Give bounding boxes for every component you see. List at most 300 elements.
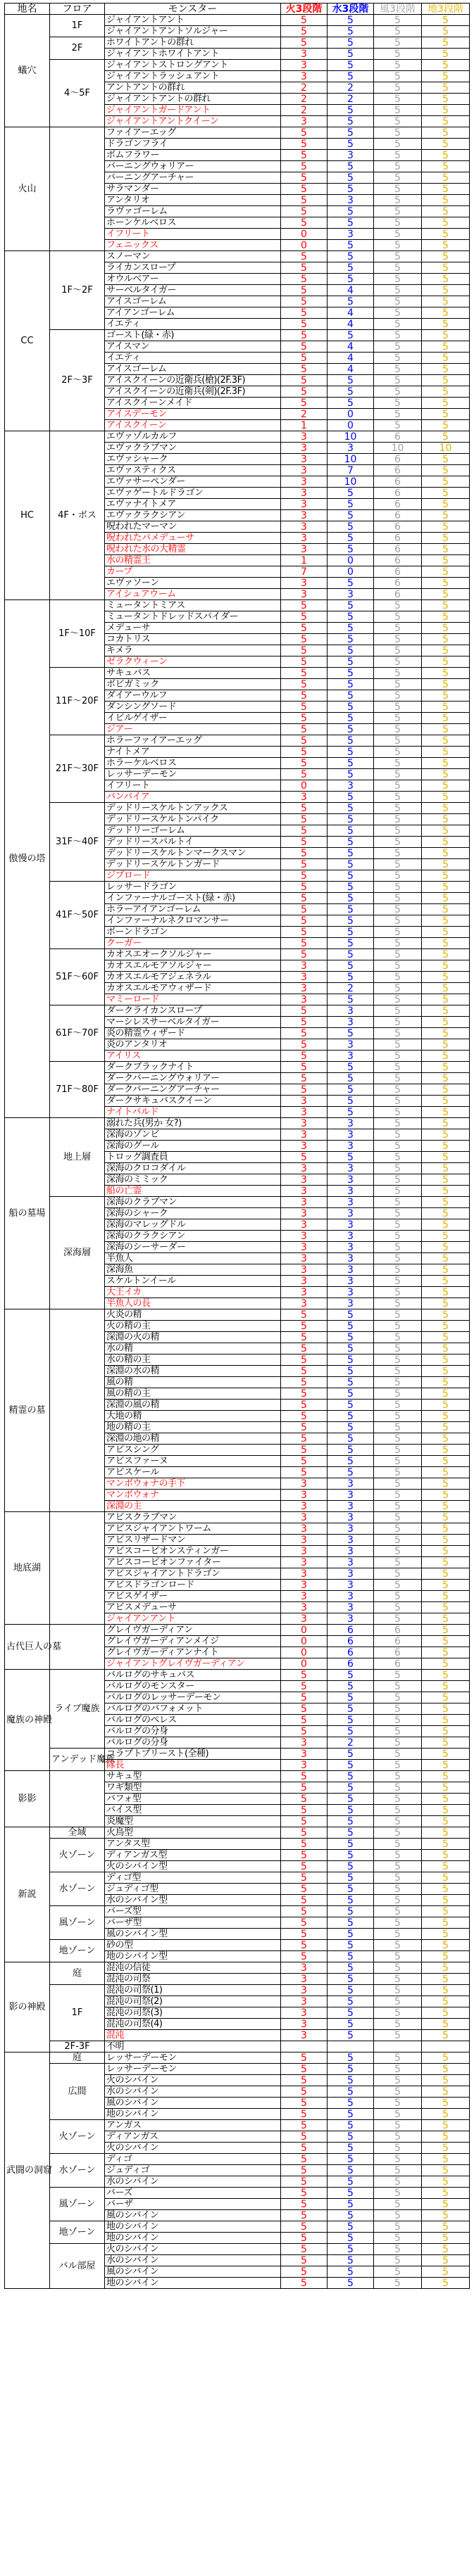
fire-value: 5 xyxy=(281,2199,328,2210)
fire-value: 5 xyxy=(281,656,328,668)
fire-value: 5 xyxy=(281,2143,328,2154)
water-value: 5 xyxy=(328,938,374,949)
monster-name: 深海のマレッグドル xyxy=(105,1219,281,1231)
water-value: 3 xyxy=(328,1208,374,1219)
wind-value: 6 xyxy=(374,1647,422,1658)
earth-value: 5 xyxy=(422,1186,470,1197)
wind-value: 5 xyxy=(374,2131,422,2143)
wind-value: 5 xyxy=(374,2188,422,2199)
water-value: 5 xyxy=(328,184,374,195)
wind-value: 5 xyxy=(374,1602,422,1613)
fire-value: 5 xyxy=(281,2176,328,2188)
table-row xyxy=(5,431,470,443)
monster-name: 水の精 xyxy=(105,1343,281,1354)
earth-value: 5 xyxy=(422,1400,470,1411)
fire-value: 3 xyxy=(281,1546,328,1557)
water-value: 0 xyxy=(328,420,374,431)
water-value: 5 xyxy=(328,2233,374,2244)
earth-value: 5 xyxy=(422,2165,470,2176)
earth-value: 5 xyxy=(422,465,470,476)
monster-name: カオスエオークソルジャー xyxy=(105,949,281,960)
earth-value: 5 xyxy=(422,544,470,555)
wind-value: 5 xyxy=(374,1681,422,1692)
earth-value: 5 xyxy=(422,1354,470,1366)
table-row xyxy=(5,882,470,893)
monster-name: マミーロード xyxy=(105,994,281,1005)
earth-value: 5 xyxy=(422,386,470,398)
fire-value: 5 xyxy=(281,1005,328,1017)
fire-value: 3 xyxy=(281,1276,328,1287)
monster-name: バルログのペレス xyxy=(105,1715,281,1726)
water-value: 3 xyxy=(328,1174,374,1186)
monster-name: バルログの分身 xyxy=(105,1737,281,1749)
monster-name: デッドリースケルトンガード xyxy=(105,859,281,870)
earth-value: 5 xyxy=(422,915,470,927)
monster-name: アントアントの群れ xyxy=(105,82,281,94)
wind-value: 5 xyxy=(374,2064,422,2075)
water-value: 5 xyxy=(328,499,374,510)
fire-value xyxy=(281,2041,328,2052)
earth-value: 5 xyxy=(422,307,470,319)
earth-value: 5 xyxy=(422,2120,470,2131)
earth-value: 5 xyxy=(422,398,470,409)
earth-value: 5 xyxy=(422,1152,470,1163)
earth-value: 5 xyxy=(422,60,470,71)
fire-value: 5 xyxy=(281,1940,328,1951)
monster-name: コカトリス xyxy=(105,634,281,645)
water-value: 5 xyxy=(328,1084,374,1096)
earth-value: 5 xyxy=(422,882,470,893)
water-value: 2 xyxy=(328,983,374,994)
water-value: 0 xyxy=(328,555,374,566)
fire-value: 5 xyxy=(281,713,328,724)
monster-name: アイスゴーレム xyxy=(105,296,281,307)
monster-name: メデューサ xyxy=(105,623,281,634)
water-value: 5 xyxy=(328,1028,374,1039)
water-value: 5 xyxy=(328,2120,374,2131)
area-cell: 火山 xyxy=(5,127,50,251)
table-row xyxy=(5,1512,470,1523)
monster-name: 地のシバイン xyxy=(105,2221,281,2233)
water-value: 3 xyxy=(328,1242,374,1253)
monster-name: 混沌 xyxy=(105,2030,281,2041)
wind-value: 5 xyxy=(374,2109,422,2120)
wind-value: 5 xyxy=(374,206,422,217)
wind-value: 5 xyxy=(374,1670,422,1681)
earth-value: 5 xyxy=(422,1276,470,1287)
fire-value: 3 xyxy=(281,1208,328,1219)
wind-value: 5 xyxy=(374,848,422,859)
water-value: 5 xyxy=(328,510,374,521)
earth-value: 5 xyxy=(422,454,470,465)
table-row xyxy=(5,2064,470,2075)
monster-name: ジュディゴ型 xyxy=(105,1884,281,1895)
earth-value: 5 xyxy=(422,1816,470,1827)
fire-value: 5 xyxy=(281,1377,328,1388)
water-value: 0 xyxy=(328,566,374,578)
wind-value: 5 xyxy=(374,2210,422,2221)
wind-value: 5 xyxy=(374,1017,422,1028)
water-value: 5 xyxy=(328,724,374,735)
water-value: 5 xyxy=(328,656,374,668)
wind-value: 5 xyxy=(374,2278,422,2289)
earth-value: 5 xyxy=(422,1366,470,1377)
wind-value: 5 xyxy=(374,2199,422,2210)
fire-value: 5 xyxy=(281,1084,328,1096)
fire-value: 3 xyxy=(281,1186,328,1197)
wind-value: 5 xyxy=(374,2255,422,2266)
fire-value: 5 xyxy=(281,1366,328,1377)
earth-value: 5 xyxy=(422,780,470,792)
earth-value: 5 xyxy=(422,2176,470,2188)
earth-value: 5 xyxy=(422,1749,470,1760)
fire-value: 5 xyxy=(281,1794,328,1805)
earth-value: 5 xyxy=(422,1411,470,1422)
monster-name: マーシレスサーベルタイガー xyxy=(105,1017,281,1028)
table-row xyxy=(5,1940,470,1951)
wind-value: 5 xyxy=(374,938,422,949)
wind-value: 6 xyxy=(374,454,422,465)
water-value: 3 xyxy=(328,1231,374,1242)
water-value: 4 xyxy=(328,353,374,364)
water-value: 5 xyxy=(328,2109,374,2120)
water-value: 5 xyxy=(328,859,374,870)
water-value: 5 xyxy=(328,915,374,927)
water-value: 5 xyxy=(328,1366,374,1377)
fire-value: 5 xyxy=(281,1861,328,1872)
monster-name: エヴァクラブマン xyxy=(105,443,281,454)
wind-value: 6 xyxy=(374,431,422,443)
monster-name: フェニックス xyxy=(105,240,281,251)
water-value: 5 xyxy=(328,2030,374,2041)
fire-value: 5 xyxy=(281,1388,328,1400)
earth-value: 5 xyxy=(422,341,470,353)
header-monster: モンスター xyxy=(105,4,281,15)
fire-value: 3 xyxy=(281,1557,328,1568)
header-fire: 火3段階 xyxy=(281,4,328,15)
wind-value: 5 xyxy=(374,1073,422,1084)
water-value: 5 xyxy=(328,1343,374,1354)
monster-name: キメラ xyxy=(105,645,281,656)
water-value: 3 xyxy=(328,1490,374,1501)
wind-value: 5 xyxy=(374,702,422,713)
earth-value: 5 xyxy=(422,611,470,623)
wind-value: 5 xyxy=(374,409,422,420)
wind-value: 5 xyxy=(374,780,422,792)
wind-value: 5 xyxy=(374,1782,422,1794)
monster-name: オウルベアー xyxy=(105,274,281,285)
monster-name: 火のシバイン xyxy=(105,2143,281,2154)
fire-value: 5 xyxy=(281,1782,328,1794)
fire-value: 5 xyxy=(281,262,328,274)
monster-name: 風のシバイン xyxy=(105,2098,281,2109)
wind-value: 5 xyxy=(374,1197,422,1208)
water-value: 5 xyxy=(328,2019,374,2030)
wind-value: 5 xyxy=(374,26,422,37)
water-value: 5 xyxy=(328,2188,374,2199)
monster-name: 深海のクロコダイル xyxy=(105,1163,281,1174)
fire-value: 3 xyxy=(281,994,328,1005)
earth-value: 5 xyxy=(422,1490,470,1501)
fire-value: 3 xyxy=(281,1129,328,1141)
water-value: 5 xyxy=(328,1062,374,1073)
monster-name: 深淵の風の精 xyxy=(105,1400,281,1411)
fire-value: 5 xyxy=(281,1884,328,1895)
fire-value: 5 xyxy=(281,938,328,949)
wind-value: 5 xyxy=(374,2143,422,2154)
monster-name: アビスファーヌ xyxy=(105,1456,281,1467)
water-value: 5 xyxy=(328,217,374,229)
earth-value: 5 xyxy=(422,566,470,578)
fire-value: 5 xyxy=(281,1051,328,1062)
floor-cell: 庭 xyxy=(50,1962,105,1985)
wind-value: 5 xyxy=(374,1827,422,1839)
earth-value: 5 xyxy=(422,904,470,915)
monster-name: 大王イカ xyxy=(105,1287,281,1298)
wind-value: 5 xyxy=(374,1850,422,1861)
water-value: 5 xyxy=(328,2098,374,2109)
fire-value: 3 xyxy=(281,488,328,499)
fire-value: 5 xyxy=(281,1411,328,1422)
monster-name: グレイヴガーディアンナイト xyxy=(105,1647,281,1658)
earth-value xyxy=(422,2041,470,2052)
water-value: 3 xyxy=(328,1051,374,1062)
wind-value: 5 xyxy=(374,668,422,679)
water-value: 5 xyxy=(328,2266,374,2278)
fire-value: 5 xyxy=(281,1400,328,1411)
water-value: 5 xyxy=(328,1096,374,1107)
fire-value: 0 xyxy=(281,780,328,792)
water-value: 5 xyxy=(328,702,374,713)
earth-value: 5 xyxy=(422,870,470,882)
fire-value: 3 xyxy=(281,1096,328,1107)
wind-value: 5 xyxy=(374,1974,422,1985)
water-value: 5 xyxy=(328,1951,374,1962)
wind-value xyxy=(374,2041,422,2052)
fire-value: 5 xyxy=(281,1321,328,1332)
earth-value: 5 xyxy=(422,116,470,127)
monster-name: デッドリースケルトンパイク xyxy=(105,814,281,825)
monster-name: サキュ型 xyxy=(105,1771,281,1782)
monster-name: ジアー xyxy=(105,724,281,735)
table-row xyxy=(5,1749,470,1760)
wind-value: 5 xyxy=(374,2244,422,2255)
earth-value: 5 xyxy=(422,1940,470,1951)
fire-value: 5 xyxy=(281,668,328,679)
water-value: 5 xyxy=(328,848,374,859)
monster-name: エヴァナイトメア xyxy=(105,499,281,510)
monster-name: 船の亡霊 xyxy=(105,1186,281,1197)
monster-name: ジブロード xyxy=(105,870,281,882)
fire-value: 3 xyxy=(281,1253,328,1264)
monster-name: 水のシバイン xyxy=(105,2176,281,2188)
wind-value: 5 xyxy=(374,195,422,206)
earth-value: 5 xyxy=(422,2221,470,2233)
wind-value: 5 xyxy=(374,679,422,690)
earth-value: 5 xyxy=(422,1917,470,1929)
wind-value: 5 xyxy=(374,2030,422,2041)
monster-name: コラプトプリースト(全種) xyxy=(105,1749,281,1760)
monster-name: デッドリースパルトイ xyxy=(105,837,281,848)
fire-value: 5 xyxy=(281,307,328,319)
wind-value: 5 xyxy=(374,2086,422,2098)
monster-name: 地のシバイン型 xyxy=(105,1951,281,1962)
water-value: 5 xyxy=(328,837,374,848)
monster-name: ホラーファイアーエッグ xyxy=(105,735,281,747)
fire-value: 3 xyxy=(281,983,328,994)
wind-value: 5 xyxy=(374,859,422,870)
earth-value: 5 xyxy=(422,1501,470,1512)
fire-value: 3 xyxy=(281,792,328,803)
monster-name: レッサーデーモン xyxy=(105,769,281,780)
fire-value: 5 xyxy=(281,1456,328,1467)
earth-value: 5 xyxy=(422,1197,470,1208)
monster-name: エヴァゾルカルフ xyxy=(105,431,281,443)
wind-value: 5 xyxy=(374,904,422,915)
fire-value: 3 xyxy=(281,1523,328,1535)
monster-name: アビスジャイアントドラゴン xyxy=(105,1568,281,1580)
earth-value: 5 xyxy=(422,1726,470,1737)
monster-name: アイアンゴーレム xyxy=(105,307,281,319)
fire-value: 5 xyxy=(281,634,328,645)
earth-value: 5 xyxy=(422,431,470,443)
fire-value: 3 xyxy=(281,1535,328,1546)
wind-value: 6 xyxy=(374,578,422,589)
monster-name: 呪われたマーマン xyxy=(105,521,281,533)
monster-name: ゼラクウィーン xyxy=(105,656,281,668)
water-value: 3 xyxy=(328,1163,374,1174)
earth-value: 5 xyxy=(422,713,470,724)
monster-name: アビスクラブマン xyxy=(105,1512,281,1523)
monster-name: バルログのバフォメット xyxy=(105,1703,281,1715)
fire-value: 5 xyxy=(281,2052,328,2064)
wind-value: 5 xyxy=(374,420,422,431)
earth-value: 5 xyxy=(422,1861,470,1872)
wind-value: 6 xyxy=(374,566,422,578)
water-value: 5 xyxy=(328,1816,374,1827)
earth-value: 5 xyxy=(422,1467,470,1478)
water-value: 3 xyxy=(328,1523,374,1535)
fire-value: 3 xyxy=(281,1749,328,1760)
fire-value: 3 xyxy=(281,533,328,544)
fire-value: 5 xyxy=(281,2210,328,2221)
fire-value: 3 xyxy=(281,49,328,60)
header-wind: 風3段階 xyxy=(374,4,422,15)
wind-value: 5 xyxy=(374,1749,422,1760)
earth-value: 5 xyxy=(422,1951,470,1962)
wind-value: 5 xyxy=(374,1377,422,1388)
earth-value: 5 xyxy=(422,1535,470,1546)
water-value: 5 xyxy=(328,1073,374,1084)
fire-value: 3 xyxy=(281,1242,328,1253)
header-floor: フロア xyxy=(50,4,105,15)
wind-value: 5 xyxy=(374,1490,422,1501)
table-body xyxy=(5,15,470,2289)
floor-cell: 1F xyxy=(50,1985,105,2041)
fire-value: 3 xyxy=(281,454,328,465)
monster-name: アンタリオ xyxy=(105,195,281,206)
area-cell: 影影 xyxy=(5,1771,50,1827)
monster-name: スケルトンイール xyxy=(105,1276,281,1287)
fire-value: 5 xyxy=(281,139,328,150)
floor-cell: 風ゾーン xyxy=(50,2188,105,2221)
monster-name: ライカンスロープ xyxy=(105,262,281,274)
fire-value: 5 xyxy=(281,859,328,870)
floor-cell xyxy=(50,127,105,251)
wind-value: 5 xyxy=(374,1591,422,1602)
table-row xyxy=(5,37,470,49)
water-value: 5 xyxy=(328,1760,374,1771)
monster-name: バーニングウォリアー xyxy=(105,161,281,172)
monster-name: 水の精霊王 xyxy=(105,555,281,566)
earth-value: 5 xyxy=(422,1141,470,1152)
monster-name: 地のシバイン xyxy=(105,2233,281,2244)
wind-value: 5 xyxy=(374,713,422,724)
water-value: 4 xyxy=(328,364,374,375)
monster-name: ラヴァゴーレム xyxy=(105,206,281,217)
water-value: 3 xyxy=(328,1287,374,1298)
earth-value: 5 xyxy=(422,893,470,904)
earth-value: 5 xyxy=(422,2030,470,2041)
table-row xyxy=(5,2188,470,2199)
wind-value: 6 xyxy=(374,510,422,521)
water-value: 10 xyxy=(328,476,374,488)
wind-value: 5 xyxy=(374,1445,422,1456)
earth-value: 5 xyxy=(422,1794,470,1805)
water-value: 5 xyxy=(328,105,374,116)
fire-value: 5 xyxy=(281,195,328,206)
earth-value: 5 xyxy=(422,82,470,94)
monster-name: 深海魚 xyxy=(105,1264,281,1276)
fire-value: 5 xyxy=(281,1895,328,1906)
area-cell: 精霊の墓 xyxy=(5,1309,50,1512)
monster-name: マンボウォナの手下 xyxy=(105,1478,281,1490)
water-value: 5 xyxy=(328,949,374,960)
water-value: 3 xyxy=(328,1186,374,1197)
monster-name: 深海のゾンビ xyxy=(105,1129,281,1141)
earth-value: 5 xyxy=(422,814,470,825)
wind-value: 5 xyxy=(374,1478,422,1490)
wind-value: 5 xyxy=(374,1186,422,1197)
monster-name: ドラゴンフライ xyxy=(105,139,281,150)
monster-name: ボムフラワー xyxy=(105,150,281,161)
fire-value: 5 xyxy=(281,398,328,409)
fire-value: 5 xyxy=(281,15,328,26)
earth-value: 5 xyxy=(422,1613,470,1625)
monster-name: イフリート xyxy=(105,229,281,240)
monster-name: ダイアーウルフ xyxy=(105,690,281,702)
water-value: 5 xyxy=(328,2131,374,2143)
earth-value: 5 xyxy=(422,2199,470,2210)
monster-name: ファイアーエッグ xyxy=(105,127,281,139)
earth-value: 5 xyxy=(422,1884,470,1895)
monster-name: 呪われた水の大精霊 xyxy=(105,544,281,555)
monster-name: バルログのレッサーデーモン xyxy=(105,1692,281,1703)
floor-cell: 11F〜20F xyxy=(50,668,105,735)
water-value: 5 xyxy=(328,1321,374,1332)
table-row xyxy=(5,1670,470,1681)
wind-value: 5 xyxy=(374,1512,422,1523)
monster-name: デッドリースケルトンアックス xyxy=(105,803,281,814)
fire-value: 5 xyxy=(281,1827,328,1839)
wind-value: 5 xyxy=(374,1467,422,1478)
monster-name: グレイヴガーディアン xyxy=(105,1625,281,1636)
wind-value: 5 xyxy=(374,2221,422,2233)
monster-name: 深海のクラクシアン xyxy=(105,1231,281,1242)
water-value: 5 xyxy=(328,1794,374,1805)
earth-value: 5 xyxy=(422,1478,470,1490)
earth-value: 5 xyxy=(422,1996,470,2007)
